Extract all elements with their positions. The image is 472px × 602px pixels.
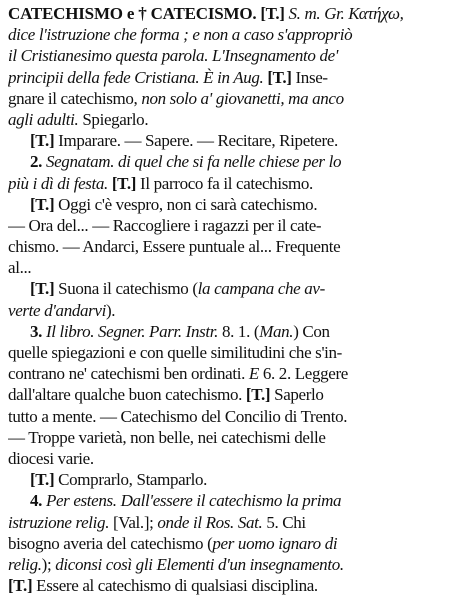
- italic-gloss: onde il Ros. Sat.: [157, 512, 263, 532]
- text-run: Comprarlo, Stamparlo.: [58, 470, 208, 490]
- text-run: );: [41, 554, 56, 574]
- entry-line: [8, 533, 466, 554]
- text-run: — Troppe varietà, non belle, nei catechismi delle: [8, 427, 326, 447]
- entry-line: [8, 469, 466, 490]
- source-tag: [T.]: [242, 385, 275, 405]
- source-tag: [T.]: [30, 194, 59, 214]
- entry-line: [8, 151, 466, 172]
- entry-line: [8, 384, 466, 405]
- source-tag: [T.]: [30, 470, 59, 490]
- entry-line: [8, 342, 466, 363]
- italic-gloss: dice l'istruzione che forma ; e non a caso s'appropriò: [8, 25, 353, 45]
- italic-gloss: non solo a' giovanetti, ma anco: [141, 88, 344, 108]
- text-run: 8. 1. (: [218, 321, 260, 341]
- source-tag: [T.]: [263, 67, 296, 87]
- entry-line: [8, 67, 466, 88]
- sense-number: 4.: [30, 491, 46, 511]
- text-run: Oggi c'è vespro, non ci sarà catechismo.: [58, 194, 318, 214]
- entry-line: [8, 24, 466, 45]
- text-run: contrano ne' catechismi ben ordinati.: [8, 364, 249, 384]
- entry-line: [8, 406, 466, 427]
- text-run: gnare il catechismo,: [8, 88, 142, 108]
- italic-gloss: istruzione relig.: [8, 512, 110, 532]
- entry-line: [8, 575, 466, 596]
- entry-line: [8, 194, 466, 215]
- text-run: ).: [106, 300, 116, 320]
- entry-line: [8, 257, 466, 278]
- italic-gloss: per uomo ignaro di: [212, 533, 338, 553]
- italic-gloss: la campana che av-: [197, 279, 325, 299]
- text-run: 6. 2. Leggere: [258, 364, 348, 384]
- text-run: 5. Chi: [262, 512, 306, 532]
- source-tag: [T.]: [107, 173, 141, 193]
- text-run: — Ora del... — Raccogliere i ragazzi per il cate-: [8, 215, 322, 235]
- entry-line: [8, 45, 466, 66]
- text-run: bisogno averia del catechismo (: [8, 533, 213, 553]
- text-run: diocesi varie.: [8, 448, 94, 468]
- entry-line: [8, 490, 466, 511]
- entry-line: [8, 3, 466, 24]
- italic-gloss: Per estens. Dall'essere il catechismo la prima: [45, 491, 342, 511]
- text-run: Essere al catechismo di qualsiasi disciplina.: [36, 576, 318, 596]
- headword: CATECHISMO e † CATECISMO.: [8, 4, 257, 23]
- text-run: Inse-: [295, 67, 328, 87]
- text-run: Imparare. — Sapere. — Recitare, Ripetere.: [58, 131, 338, 151]
- italic-gloss: Il libro. Segner. Parr. Instr.: [45, 321, 219, 341]
- entry-line: [8, 215, 466, 236]
- text-run: Il parroco fa il catechismo.: [140, 173, 313, 193]
- entry-line: [8, 173, 466, 194]
- text-run: quelle spiegazioni e con quelle similitudini che s'in-: [8, 343, 342, 362]
- italic-gloss: Segnatam. di quel che si fa nelle chiese per lo: [45, 152, 342, 172]
- italic-gloss: E: [248, 364, 259, 384]
- entry-line: [8, 448, 466, 469]
- source-tag: [T.]: [256, 4, 289, 23]
- sense-number: 2.: [30, 152, 46, 172]
- italic-gloss: più i dì di festa.: [8, 173, 108, 193]
- entry-line: [8, 321, 466, 342]
- italic-gloss: Man.: [259, 321, 294, 341]
- text-run: dall'altare qualche buon catechismo.: [8, 385, 243, 405]
- entry-line: [8, 512, 466, 533]
- entry-line: [8, 554, 466, 575]
- entry-line: [8, 109, 466, 130]
- italic-gloss: diconsi così gli Elementi d'un insegnamento.: [55, 554, 344, 574]
- italic-gloss: S. m. Gr. Κατήχω,: [288, 4, 404, 23]
- entry-line: [8, 236, 466, 257]
- text-run: [Val.];: [109, 512, 158, 532]
- entry-line: [8, 363, 466, 384]
- italic-gloss: relig.: [8, 554, 42, 574]
- dictionary-entry-catechismo: [8, 3, 466, 596]
- entry-line: [8, 427, 466, 448]
- text-run: Spiegarlo.: [78, 109, 149, 129]
- entry-line: [8, 130, 466, 151]
- source-tag: [T.]: [8, 576, 37, 596]
- italic-gloss: verte d'andarvi: [8, 300, 106, 320]
- source-tag: [T.]: [30, 131, 59, 151]
- italic-gloss: principii della fede Cristiana. È in Aug.: [8, 67, 264, 87]
- italic-gloss: il Cristianesimo questa parola. L'Insegnamento de': [8, 46, 339, 66]
- text-run: al...: [8, 258, 32, 278]
- text-run: tutto a mente. — Catechismo del Concilio di Trento.: [8, 406, 348, 426]
- sense-number: 3.: [30, 321, 46, 341]
- text-run: chismo. — Andarci, Essere puntuale al... Frequente: [8, 237, 341, 257]
- text-run: ) Con: [293, 321, 330, 341]
- text-run: Suona il catechismo (: [58, 279, 198, 299]
- italic-gloss: agli adulti.: [8, 109, 79, 129]
- entry-line: [8, 300, 466, 321]
- source-tag: [T.]: [30, 279, 59, 299]
- entry-line: [8, 278, 466, 299]
- text-run: Saperlo: [274, 385, 324, 405]
- entry-line: [8, 88, 466, 109]
